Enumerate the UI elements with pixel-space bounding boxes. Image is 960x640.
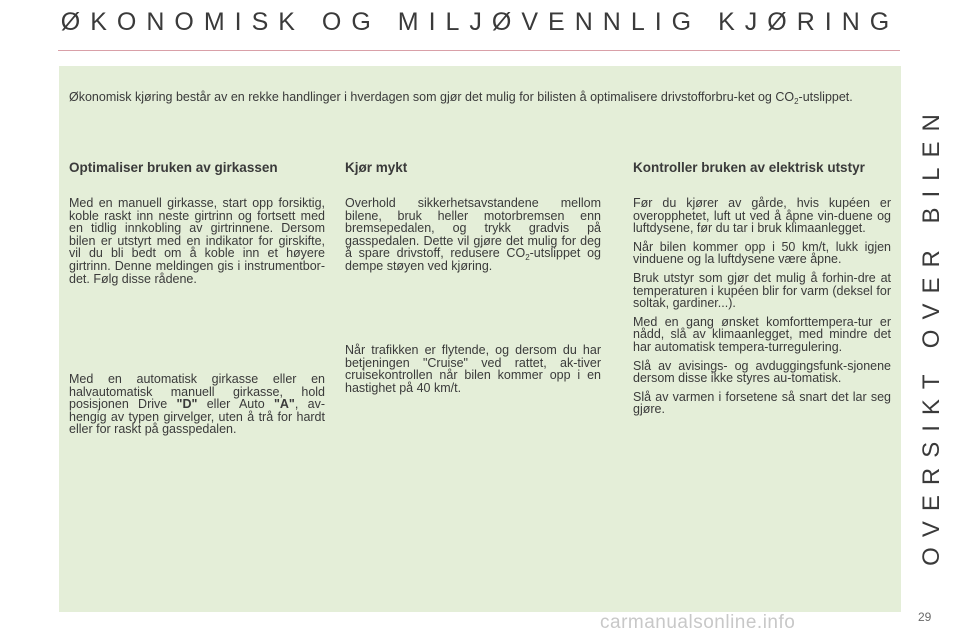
paragraph-ventilate: Før du kjører av gårde, hvis kupéen er overopphetet, luft ut ved å åpne vin-duene og luftdysene, før du tar i bruk klimaanlegget. — [633, 196, 891, 236]
intro-text: Økonomisk kjøring består av en rekke handlinger i hverdagen som gjør det mulig for bilisten å optimalisere drivstofforbru-ket og CO — [69, 90, 795, 104]
paragraph-automatic-gearbox — [69, 373, 325, 436]
paragraph-manual-gearbox: Med en manuell girkasse, start opp forsiktig, koble raskt inn neste girtrinn og fortsett med en tidlig innkobling av girtrinnene. Dersom bilen er utstyrt med en indikator for girskifte, vil du bli bedt om å koble inn et høyere girtrinn. Denne meldingen gis i instrumentbor-det. Følg disse rådene. — [69, 196, 325, 286]
heading-electrical-equipment: Kontroller bruken av elektrisk utstyr — [633, 160, 865, 175]
smooth-text-1: Overhold sikkerhetsavstandene mellom bilene, bruk heller motorbremsen enn bremsepedalen, og trykk gradvis på gasspedalen. Dette vil gjøre det mulig for deg å spare drivstoff, redusere CO — [345, 196, 601, 261]
auto-text-1: Med en automatisk girkasse eller en halvautomatisk manuell girkasse, hold posisjonen Drive — [69, 372, 325, 412]
drive-label: "D" — [176, 397, 198, 412]
watermark: carmanualsonline.info — [600, 612, 796, 633]
side-title — [914, 100, 950, 570]
auto-text-3: , av-hengig av typen girvelger, uten å trå for hardt eller for raskt på gasspedalen. — [69, 397, 325, 437]
side-title-text: OVERSIKT OVER BILEN — [918, 104, 946, 566]
column-smooth-driving — [345, 160, 601, 395]
auto-label: "A" — [273, 397, 295, 412]
column-gearbox — [69, 160, 325, 437]
paragraph-cruise-control: Når trafikken er flytende, og dersom du har betjeningen "Cruise" ved rattet, ak-tiver cruisekontrollen når bilen kommer opp i en hastighet på 40 km/t. — [345, 343, 601, 395]
intro-text-end: -utslippet. — [798, 90, 853, 104]
title-divider — [58, 50, 900, 51]
paragraph-sun-protection: Bruk utstyr som gjør det mulig å forhin-dre at temperaturen i kupéen blir for varm (deksel for soltak, gardiner...). — [633, 270, 891, 311]
page-number: 29 — [918, 610, 932, 624]
auto-text-2: eller Auto — [197, 397, 274, 412]
page-title: ØKONOMISK OG MILJØVENNLIG KJØRING — [60, 8, 900, 36]
paragraph-safe-distance — [345, 197, 601, 273]
paragraph-demisting: Slå av avisings- og avduggingsfunk-sjonene dersom disse ikke styres au-tomatisk. — [633, 358, 891, 386]
intro-subscript: 2 — [794, 97, 799, 106]
heading-smooth-driving: Kjør mykt — [345, 160, 408, 175]
paragraph-close-windows: Når bilen kommer opp i 50 km/t, lukk igjen vinduene og la luftdysene være åpne. — [633, 239, 891, 267]
paragraph-seat-heating: Slå av varmen i forsetene så snart det lar seg gjøre. — [633, 389, 891, 417]
column-electrical-equipment — [633, 160, 891, 422]
smooth-text-2: -utslippet og dempe støyen ved kjøring. — [345, 246, 601, 273]
paragraph-air-conditioning: Med en gang ønsket komforttempera-tur er nådd, slå av klimaanlegget, med mindre det har automatisk tempera-turregulering. — [633, 314, 891, 354]
intro-paragraph — [69, 90, 897, 104]
content-panel — [59, 66, 901, 612]
co2-subscript: 2 — [525, 253, 530, 263]
heading-gearbox: Optimaliser bruken av girkassen — [69, 160, 278, 175]
